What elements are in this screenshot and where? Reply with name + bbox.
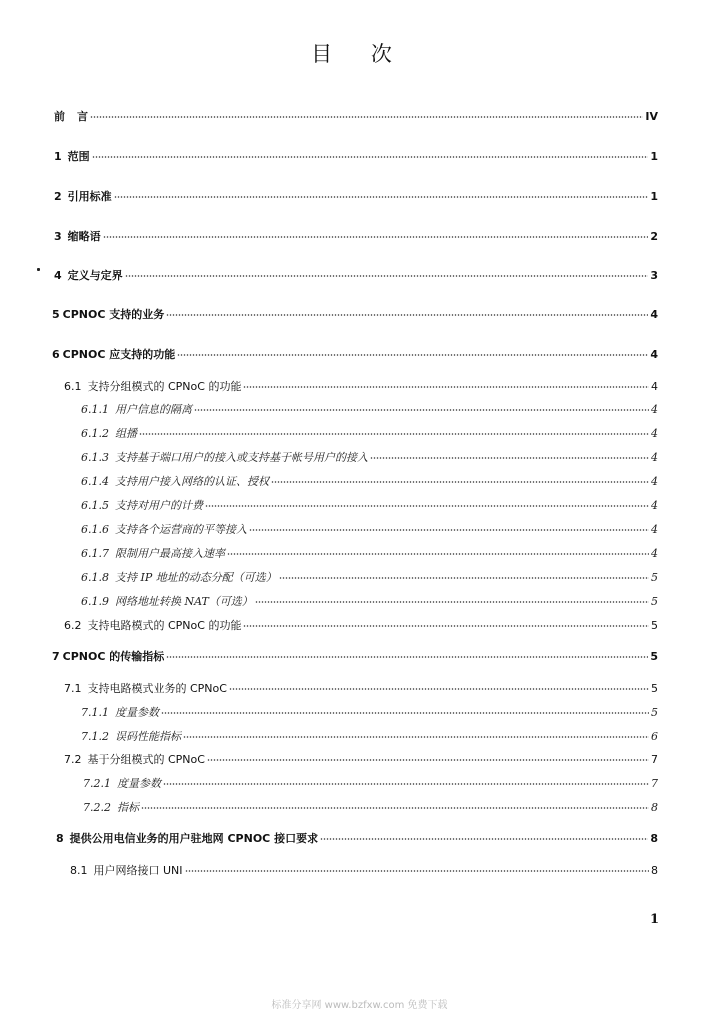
- toc-leader-dots: [125, 274, 649, 278]
- toc-entry[interactable]: [52, 648, 658, 666]
- toc-entry-number: 6: [52, 348, 60, 361]
- toc-entry-page: 4: [651, 451, 658, 464]
- page-number: 1: [650, 912, 660, 927]
- toc-entry-page: 4: [651, 475, 658, 488]
- toc-entry-page: 4: [651, 427, 658, 440]
- toc-entry-title: 支持 IP 地址的动态分配（可选）: [115, 571, 277, 584]
- toc-leader-dots: [279, 576, 649, 580]
- toc-entry-title: 支持电路模式的 CPNoC 的功能: [87, 619, 242, 632]
- toc-entry-page: 4: [651, 547, 658, 560]
- toc-entry-title: 用户网络接口 UNI: [93, 864, 183, 877]
- toc-entry-page: 8: [651, 801, 658, 814]
- toc-entry-title: 支持对用户的计费: [115, 499, 203, 512]
- toc-leader-dots: [194, 408, 649, 412]
- toc-entry-page: 1: [650, 150, 658, 163]
- toc-entry-number: 7.1.1: [81, 706, 109, 719]
- toc-leader-dots: [103, 235, 649, 239]
- toc-leader-dots: [255, 600, 649, 604]
- toc-entry-page: 5: [651, 571, 658, 584]
- scan-speck: [37, 268, 40, 271]
- toc-leader-dots: [243, 385, 649, 389]
- toc-entry-title: 组播: [115, 427, 137, 440]
- toc-entry-number: 6.1.2: [81, 427, 109, 440]
- toc-entry[interactable]: [54, 148, 658, 166]
- toc-entry-number: 7.1.2: [81, 730, 109, 743]
- toc-entry[interactable]: [52, 346, 658, 364]
- toc-entry-number: 6.1.1: [81, 403, 109, 416]
- toc-entry[interactable]: [64, 751, 658, 769]
- toc-entry-title: 缩略语: [67, 230, 101, 243]
- toc-entry-number: 5: [52, 308, 60, 321]
- toc-entry-page: 7: [651, 777, 658, 790]
- toc-entry-title: 支持分组模式的 CPNoC 的功能: [87, 380, 242, 393]
- toc-leader-dots: [90, 115, 643, 119]
- toc-entry-page: 5: [650, 650, 658, 663]
- toc-entry[interactable]: [64, 680, 658, 698]
- toc-entry-title: CPNOC 支持的业务: [62, 308, 165, 321]
- toc-entry[interactable]: [54, 188, 658, 206]
- toc-entry-title: 支持用户接入网络的认证、授权: [115, 475, 269, 488]
- toc-entry[interactable]: [83, 799, 658, 817]
- toc-leader-dots: [205, 504, 649, 508]
- toc-entry-page: 1: [650, 190, 658, 203]
- toc-entry[interactable]: [83, 775, 658, 793]
- toc-entry[interactable]: [81, 449, 658, 467]
- toc-entry[interactable]: [81, 497, 658, 515]
- toc-entry-number: 3: [54, 230, 62, 243]
- toc-entry-number: 6.2: [64, 619, 82, 632]
- toc-leader-dots: [92, 155, 649, 159]
- toc-entry-title: 用户信息的隔离: [115, 403, 192, 416]
- toc-entry-title: 度量参数: [117, 777, 161, 790]
- toc-entry-title: CPNOC 应支持的功能: [62, 348, 176, 361]
- toc-entry-number: 6.1.7: [81, 547, 109, 560]
- toc-entry-page: 5: [651, 595, 658, 608]
- toc-entry-number: 6.1.8: [81, 571, 109, 584]
- toc-entry-title: 引用标准: [67, 190, 112, 203]
- toc-entry-number: 7.1: [64, 682, 82, 695]
- toc-entry[interactable]: [81, 704, 658, 722]
- toc-entry[interactable]: [81, 728, 658, 746]
- toc-entry[interactable]: [81, 425, 658, 443]
- toc-entry-page: 4: [651, 403, 658, 416]
- toc-entry[interactable]: [54, 108, 658, 126]
- toc-leader-dots: [161, 711, 649, 715]
- toc-entry[interactable]: [52, 306, 658, 324]
- toc-entry-title: 限制用户最高接入速率: [115, 547, 225, 560]
- toc-entry-title: 指标: [117, 801, 139, 814]
- toc-leader-dots: [249, 528, 649, 532]
- toc-entry-number: 2: [54, 190, 62, 203]
- toc-leader-dots: [207, 758, 649, 762]
- toc-entry[interactable]: [81, 401, 658, 419]
- toc-leader-dots: [243, 624, 649, 628]
- toc-leader-dots: [166, 655, 648, 659]
- toc-leader-dots: [320, 837, 648, 841]
- toc-entry-page: 8: [651, 864, 658, 877]
- toc-entry-number: 7: [52, 650, 60, 663]
- toc-leader-dots: [141, 806, 649, 810]
- toc-entry-number: 7.2: [64, 753, 82, 766]
- toc-entry-page: 4: [651, 499, 658, 512]
- toc-entry-page: 3: [650, 269, 658, 282]
- toc-entry[interactable]: [81, 569, 658, 587]
- toc-entry-title: 支持基于端口用户的接入或支持基于帐号用户的接入: [115, 451, 368, 464]
- toc-leader-dots: [370, 456, 649, 460]
- toc-entry-page: 5: [651, 706, 658, 719]
- toc-entry[interactable]: [81, 521, 658, 539]
- toc-entry-number: 6.1.9: [81, 595, 109, 608]
- toc-entry-number: 前: [54, 110, 65, 123]
- toc-leader-dots: [185, 869, 649, 873]
- toc-leader-dots: [271, 480, 649, 484]
- toc-leader-dots: [227, 552, 649, 556]
- toc-entry-page: 4: [650, 348, 658, 361]
- toc-entry[interactable]: [70, 862, 658, 880]
- toc-leader-dots: [177, 353, 648, 357]
- toc-entry-title: CPNOC 的传输指标: [62, 650, 165, 663]
- toc-entry-title: 定义与定界: [67, 269, 123, 282]
- toc-entry-page: 6: [651, 730, 658, 743]
- toc-entry[interactable]: [81, 473, 658, 491]
- toc-leader-dots: [114, 195, 649, 199]
- toc-entry-number: 7.2.2: [83, 801, 111, 814]
- toc-entry[interactable]: [64, 617, 658, 635]
- toc-entry[interactable]: [81, 545, 658, 563]
- toc-entry-number: 6.1.4: [81, 475, 109, 488]
- toc-entry-page: 7: [651, 753, 658, 766]
- toc-entry-number: 8.1: [70, 864, 88, 877]
- toc-leader-dots: [183, 735, 649, 739]
- toc-leader-dots: [166, 313, 648, 317]
- toc-entry-page: 5: [651, 619, 658, 632]
- toc-entry-page: 5: [651, 682, 658, 695]
- toc-entry-page: 8: [650, 832, 658, 845]
- toc-entry-title: 基于分组模式的 CPNoC: [87, 753, 205, 766]
- toc-entry-page: 4: [651, 380, 658, 393]
- toc-entry-number: 6.1.3: [81, 451, 109, 464]
- toc-leader-dots: [139, 432, 649, 436]
- toc-entry-number: 1: [54, 150, 62, 163]
- toc-entry-title: 提供公用电信业务的用户驻地网 CPNOC 接口要求: [69, 832, 319, 845]
- toc-entry-page: 4: [650, 308, 658, 321]
- toc-entry-title: 支持电路模式业务的 CPNoC: [87, 682, 227, 695]
- toc-entry-title: 范围: [67, 150, 90, 163]
- toc-entry-page: 2: [650, 230, 658, 243]
- toc-leader-dots: [163, 782, 649, 786]
- toc-entry[interactable]: [64, 378, 658, 396]
- toc-entry-number: 8: [56, 832, 64, 845]
- toc-entry-page: 4: [651, 523, 658, 536]
- toc-entry-title: 言: [77, 110, 88, 123]
- toc-entry-number: 7.2.1: [83, 777, 111, 790]
- toc-leader-dots: [229, 687, 649, 691]
- toc-entry-number: 6.1: [64, 380, 82, 393]
- toc-entry[interactable]: [54, 267, 658, 285]
- page-title: 目 次: [311, 42, 408, 66]
- toc-entry-title: 网络地址转换 NAT（可选）: [115, 595, 253, 608]
- toc-entry-number: 6.1.5: [81, 499, 109, 512]
- watermark: 标准分享网 www.bzfxw.com 免费下载: [271, 1000, 448, 1011]
- toc-entry[interactable]: [81, 593, 658, 611]
- toc-entry-title: 度量参数: [115, 706, 159, 719]
- toc-entry-page: IV: [645, 110, 658, 123]
- toc-entry-title: 支持各个运营商的平等接入: [115, 523, 247, 536]
- toc-entry-number: 4: [54, 269, 62, 282]
- toc-entry[interactable]: [56, 830, 658, 848]
- toc-entry-title: 误码性能指标: [115, 730, 181, 743]
- toc-entry[interactable]: [54, 228, 658, 246]
- toc-entry-number: 6.1.6: [81, 523, 109, 536]
